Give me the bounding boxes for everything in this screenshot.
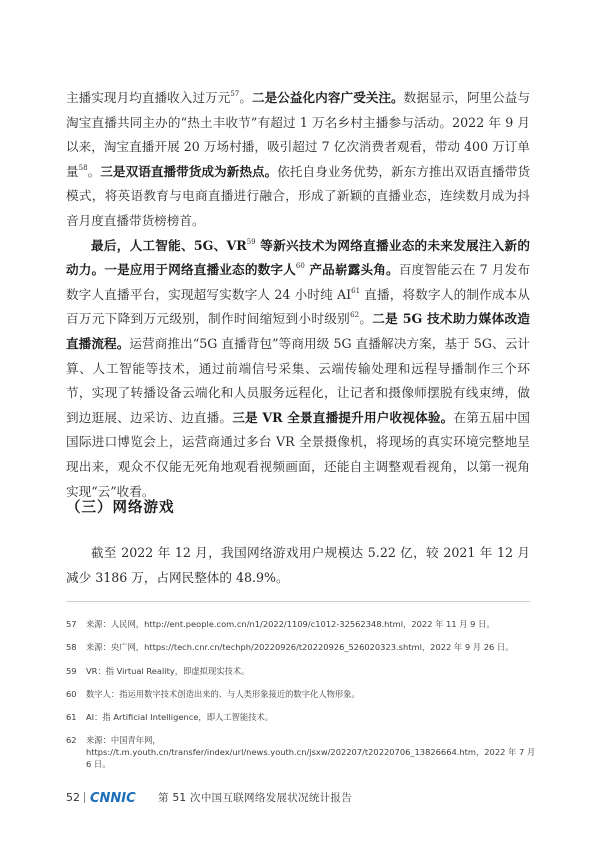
paragraph-1-emphasis-2: 二是公益化内容广受关注。 — [251, 90, 404, 105]
footnote-ref-58[interactable]: 58 — [78, 163, 88, 172]
footnote-text[interactable]: 来源：中国青年网，https://t.m.youth.cn/transfer/index/url/news.youth.cn/jsxw/202207/t20220706_13826664.htm，2022 年 7 月 6 日。 — [86, 735, 536, 770]
paragraph-2-text: 最后，人工智能、5G、VR$^{59}$ 等新兴技术为网络直播业态的未来发展注入新的动力。一是应用于网络直播业态的数字人$^{60}$ 产品崭露头角。百度智能云在 7 月发布数字人直播平台，实现超写实数字人 24 小时纯 AI$^{61}$ 直播，将数字人的制作成本从百万元下降到万元级别，制作时间缩短到小时级别$^{62}$。二是 5G 技术助力媒体改造直播流程。运营商推出“5G 直播背包”等商用级 5G 直播解决方案，基于 5G、云计算、人工智能等技术，通过前端信号采集、云端传输处理和远程导播制作三个环节，实现了转播设备云端化和人员服务远程化，让记者和摄像师摆脱有线束缚，做到边逛展、边采访、边直播。三是 VR 全景直播提升用户收视体验。在第五届中国国际进口博览会上，运营商通过多台 VR 全景摄像机，将现场的真实环境完整地呈现出来，观众不仅能无死角地观看视频画面，还能自主调整观看视角，以第一视角实现“云”收看。 — [66, 237, 531, 499]
footnote-number: 61 — [66, 712, 77, 723]
paragraph-2-emphasis-2: 二是 5G 技术助力媒体改造直播流程。 — [66, 311, 531, 351]
footer-divider — [84, 792, 85, 803]
footnote-text: VR：指 Virtual Reality，即虚拟现实技术。 — [86, 665, 250, 676]
footnote-number: 59 — [66, 665, 77, 676]
footnote-58 — [66, 641, 536, 653]
footnote-59 — [66, 665, 536, 677]
footnote-number: 57 — [66, 619, 77, 629]
footnote-number: 60 — [66, 688, 77, 699]
footnote-text: AI：指 Artificial Intelligence，即人工智能技术。 — [86, 712, 274, 723]
footnote-text[interactable]: 来源：央广网，https://tech.cnr.cn/techph/20220926/t20220926_526020323.shtml，2022 年 9 月 26 日。 — [86, 642, 514, 653]
report-title: 第 51 次中国互联网络发展状况统计报告 — [158, 791, 353, 804]
paragraph-2-emphasis-3: 三是 VR 全景直播提升用户收视体验。 — [232, 409, 454, 425]
paragraph-3-text: 截至 2022 年 12 月，我国网络游戏用户规模达 5.22 亿，较 2021 年 12 月减少 3186 万，占网民整体的 48.9%。 — [66, 545, 530, 585]
paragraph-1-text: 主播实现月均直播收入过万元$^{57}$。二是公益化内容广受关注。数据显示，阿里公益与淘宝直播共同主办的“热土丰收节”有超过 1 万名乡村主播参与活动。2022 年 9 月以来，淘宝直播开展 20 万场村播，吸引超过 7 亿次消费者观看，带动 400 万订单量$^{58}$。三是双语直播带货成为新热点。依托自身业务优势，新东方推出双语直播带货模式，将英语教育与电商直播进行融合，形成了新颖的直播业态，连续数月成为抖音月度直播带货榜榜首。 — [66, 90, 531, 228]
footnote-ref-60[interactable]: 60 — [295, 262, 305, 271]
footnote-divider — [66, 601, 530, 602]
footnote-57 — [66, 618, 536, 630]
cnnic-logo-text: CNNIC — [90, 791, 136, 804]
footnote-ref-59[interactable]: 59 — [246, 237, 256, 246]
footnote-ref-57[interactable]: 57 — [230, 90, 240, 98]
footnote-62 — [66, 734, 536, 770]
footnote-number: 62 — [66, 735, 77, 746]
footnote-text[interactable]: 来源：人民网，http://ent.people.com.cn/n1/2022/1109/c1012-32562348.html，2022 年 11 月 9 日。 — [86, 619, 495, 629]
paragraph-2-lead: 最后，人工智能、5G、VR — [91, 237, 247, 253]
page-number: 52 — [66, 790, 80, 804]
footnote-60 — [66, 688, 536, 700]
footnote-number: 58 — [66, 642, 77, 653]
paragraph-1-emphasis-3: 三是双语直播带货成为新热点。 — [100, 163, 278, 179]
footnote-text: 数字人：指运用数字技术创造出来的、与人类形象接近的数字化人物形象。 — [86, 688, 360, 699]
paragraph-1 — [66, 86, 530, 504]
footnotes — [66, 618, 536, 782]
footnote-ref-62[interactable]: 62 — [350, 311, 360, 320]
page-footer — [66, 788, 352, 806]
section-heading: （三）网络游戏 — [66, 500, 175, 516]
cnnic-logo — [90, 790, 150, 804]
paragraph-3 — [66, 541, 530, 590]
footnote-ref-61[interactable]: 61 — [351, 286, 361, 295]
footnote-61 — [66, 711, 536, 723]
